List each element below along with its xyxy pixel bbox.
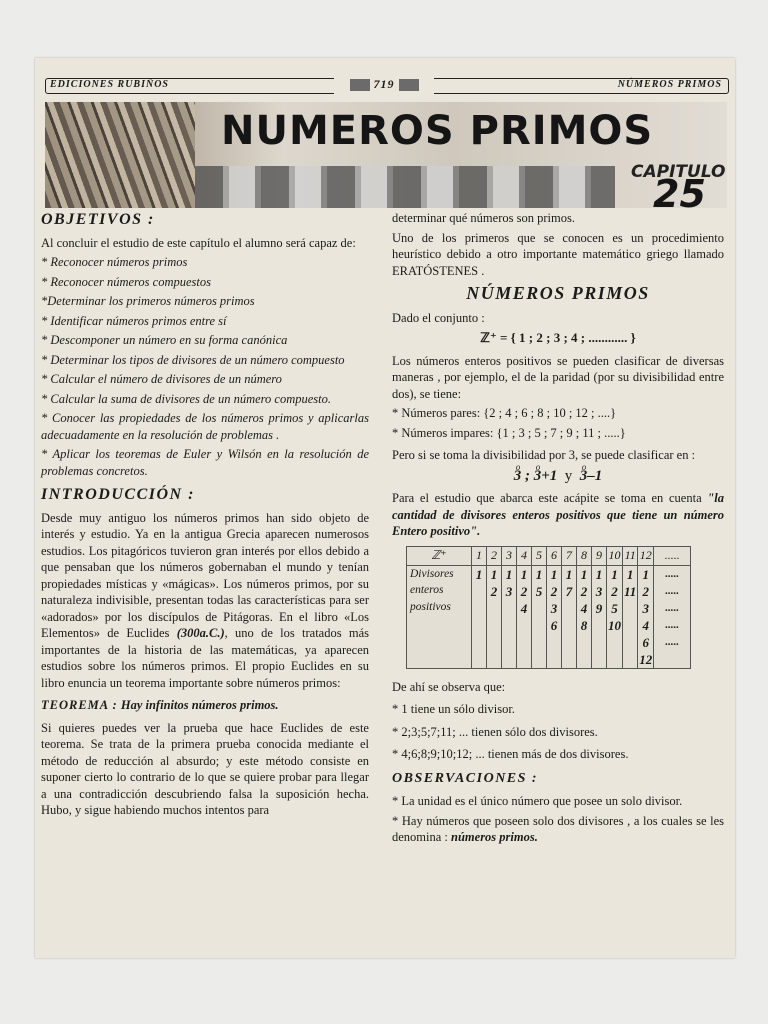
table-divisor-cell: [517, 565, 532, 668]
numeros-pares: * Números pares: {2 ; 4 ; 6 ; 8 ; 10 ; 12 ; ....}: [392, 406, 617, 420]
objetivo-item: * Conocer las propiedades de los números primos y aplicarlas adecuadamente en la resolución de problemas .: [41, 411, 369, 442]
paridad-paragraph: Los números enteros positivos se pueden clasificar de diversas maneras , por ejemplo, el de la paridad (por su divisibilidad entre dos), se tiene:: [392, 353, 724, 401]
table-divisor-cell: [502, 565, 517, 668]
objetivo-item: * Reconocer números primos: [41, 255, 188, 269]
header-publisher: EDICIONES RUBIÑOS: [50, 79, 169, 90]
divisor-value: 8: [580, 617, 588, 633]
table-column-header: 4: [517, 546, 532, 565]
divisor-value: 4: [642, 617, 650, 633]
header-topic: NÚMEROS PRIMOS: [617, 79, 722, 90]
observacion-unidad: * La unidad es el único número que posee un solo divisor.: [392, 794, 683, 808]
introduccion-paragraph: [41, 510, 369, 692]
divisor-value: 3: [595, 583, 603, 599]
divisor-value: .....: [665, 618, 680, 631]
table-divisor-cell: [654, 565, 691, 668]
divisor-value: 2: [520, 583, 528, 599]
header-ornament-right-icon: [399, 79, 419, 91]
divisor-value: 1: [580, 566, 588, 582]
table-divisor-cell: [472, 565, 487, 668]
introduccion-heading: INTRODUCCIÓN :: [41, 486, 195, 503]
objetivos-list: [41, 254, 369, 479]
objetivo-item: * Aplicar los teoremas de Euler y Wilsón en la resolución de problemas concretos.: [41, 447, 369, 478]
objetivo-item: *Determinar los primeros números primos: [41, 294, 255, 308]
divisor-value: .....: [665, 635, 680, 648]
left-column: [41, 210, 369, 822]
divisor-value: 11: [624, 583, 637, 599]
divisor-value: 1: [520, 566, 528, 582]
table-column-header: 10: [607, 546, 623, 565]
table-column-header: .....: [654, 546, 691, 565]
teorema-text: Hay infinitos números primos.: [120, 698, 279, 712]
numeros-primos-heading: NÚMEROS PRIMOS: [466, 283, 650, 303]
running-header: [45, 78, 729, 94]
divisor-value: 4: [520, 600, 528, 616]
objetivo-item: * Calcular el número de divisores de un número: [41, 372, 282, 386]
estudio-paragraph: [392, 490, 724, 540]
divisor-value: .....: [665, 601, 680, 614]
mult-y: y: [564, 467, 573, 484]
right-column: [392, 210, 724, 849]
table-divisor-cell: [607, 565, 623, 668]
divisor-value: 2: [580, 583, 588, 599]
table-column-header: 12: [638, 546, 654, 565]
mult-3-plus-1: o 3+1: [534, 468, 558, 485]
header-page-number: 719: [373, 77, 395, 91]
divisor-value: 1: [565, 566, 573, 582]
table-column-header: 9: [592, 546, 607, 565]
divisor-value: 2: [550, 583, 558, 599]
eratostenes-paragraph: Uno de los primeros que se conocen es un procedimiento heurístico debido a otro importante matemático griego llamado ERATÓSTENES .: [392, 230, 724, 278]
divisor-value: 1: [611, 566, 618, 582]
euclides-proof-paragraph: Si quieres puedes ver la prueba que hace Euclides de este teorema. Se trata de la primera prueba conocida mediante el método de reducción al absurdo; y este método consiste en suponer cierto lo contrario de lo que se quiere probar para llegar a una contradicción descubriendo falsa la suposición hecha. Hubo, y sigue habiendo muchos intentos para: [41, 720, 369, 817]
objetivos-heading: OBJETIVOS :: [41, 211, 155, 228]
table-divisor-cell: [638, 565, 654, 668]
table-divisor-cell: [547, 565, 562, 668]
observacion-primos-text: * Hay números que poseen solo dos divisores , a los cuales se les denomina :: [392, 813, 724, 844]
mult-3-minus-1: o 3–1: [580, 468, 603, 485]
divisor-value: 1: [490, 566, 498, 582]
divisors-table-row: [407, 565, 691, 668]
divisor-value: 1: [595, 566, 603, 582]
divisor-value: .....: [665, 584, 680, 597]
divisor-value: 7: [565, 583, 573, 599]
introduccion-text-end: , uno de los tratados más importantes de la historia de las matemáticas, ya aparecen estudios sobre los números primos. El propio Euclides en su libro enuncia un teorema importante sobre números primos:: [41, 626, 369, 690]
table-column-header: 8: [577, 546, 592, 565]
table-divisor-cell: [487, 565, 502, 668]
divisor-value: 1: [626, 566, 634, 582]
divisor-value: 1: [505, 566, 513, 582]
table-divisor-cell: [623, 565, 638, 668]
set-z-plus: ℤ⁺ = { 1 ; 2 ; 3 ; 4 ; ............ }: [480, 330, 636, 345]
table-divisor-cell: [592, 565, 607, 668]
divisor-value: .....: [665, 567, 680, 580]
estudio-emphasis: "la cantidad de divisores enteros positivos que tiene un número Entero positivo".: [392, 491, 725, 538]
divisibilidad-3-paragraph: Pero si se toma la divisibilidad por 3, se puede clasificar en :: [392, 448, 696, 462]
continuation-text: determinar qué números son primos.: [392, 211, 575, 225]
numeros-impares: * Números impares: {1 ; 3 ; 5 ; 7 ; 9 ; 11 ; .....}: [392, 425, 626, 440]
table-column-header: 2: [487, 546, 502, 565]
table-divisor-cell: [532, 565, 547, 668]
divisor-value: 4: [580, 600, 588, 616]
divisor-value: 5: [535, 583, 543, 599]
divisor-value: 1: [642, 566, 650, 582]
chapter-label: CAPITULO: [631, 162, 726, 182]
chapter-title: NUMEROS PRIMOS: [221, 108, 654, 154]
divisor-value: 3: [642, 600, 650, 616]
objetivo-item: * Calcular la suma de divisores de un número compuesto.: [41, 391, 332, 406]
divisor-value: 9: [595, 600, 603, 616]
table-divisor-cell: [562, 565, 577, 668]
observation-3: * 4;6;8;9;10;12; ... tienen más de dos divisores.: [392, 747, 629, 761]
book-page: [35, 58, 735, 958]
observation-1: * 1 tiene un sólo divisor.: [392, 702, 515, 716]
divisors-row-label: Divisores enteros positivos: [407, 565, 472, 668]
objetivo-item: * Determinar los tipos de divisores de un número compuesto: [41, 352, 345, 367]
estudio-text: Para el estudio que abarca este acápite se toma en cuenta: [392, 491, 702, 505]
header-ornament-left-icon: [350, 79, 370, 91]
divisor-value: 10: [608, 617, 621, 633]
objetivos-intro: Al concluir el estudio de este capítulo el alumno será capaz de:: [41, 235, 356, 250]
teorema-line: [41, 697, 369, 714]
table-column-header: 3: [502, 546, 517, 565]
divisor-value: 5: [611, 600, 618, 616]
divisor-value: 3: [505, 583, 513, 599]
header-page-number-box: [334, 77, 434, 95]
table-column-header: 5: [532, 546, 547, 565]
euclides-date: (300a.C.): [176, 626, 225, 640]
divisor-value: 2: [490, 583, 498, 599]
divisor-value: 1: [475, 566, 483, 582]
objetivo-item: * Reconocer números compuestos: [41, 274, 211, 289]
teorema-label: TEOREMA :: [41, 698, 118, 712]
divisor-value: 3: [550, 600, 558, 616]
divisor-value: 12: [639, 651, 653, 667]
table-divisor-cell: [577, 565, 592, 668]
tiger-illustration-icon: [45, 102, 195, 208]
dado-conjunto: Dado el conjunto :: [392, 310, 485, 325]
table-column-header: 6: [547, 546, 562, 565]
divisors-table-header: [407, 546, 691, 565]
introduccion-text: Desde muy antiguo los números primos han sido objeto de interés y estudio. Ya en la antigua Grecia aparecen numerosos estudios. Los pitagóricos tuvieron gran interés por ellos debido a que pensaban que los números gobernaban el mundo y tenían propiedades místicas y «mágicas». Los números primos, por su naturaleza indivisible, presentan todas las características para ser «adorados» por los discípulos de Pitágoras. En el libro «Los Elementos» de Euclides: [41, 510, 369, 640]
multiplos-de-3: o 3 ; o 3+1 y o 3–1: [392, 468, 724, 485]
divisor-value: 1: [535, 566, 543, 582]
observaciones-heading: OBSERVACIONES :: [392, 770, 539, 786]
divisor-value: 6: [642, 634, 650, 650]
observation-2: * 2;3;5;7;11; ... tienen sólo dos divisores.: [392, 724, 598, 739]
objetivo-item: * Descomponer un número en su forma canónica: [41, 333, 288, 347]
mult-3: o 3: [514, 468, 522, 485]
observacion-primos-emphasis: números primos.: [451, 830, 538, 844]
chapter-number: 25: [653, 172, 706, 208]
divisor-value: 6: [550, 617, 558, 633]
divisor-value: 1: [550, 566, 558, 582]
table-z-plus-symbol: ℤ⁺: [407, 546, 472, 565]
table-column-header: 1: [472, 546, 487, 565]
observa-line: De ahí se observa que:: [392, 679, 506, 694]
divisors-table: [406, 546, 691, 669]
table-column-header: 11: [623, 546, 638, 565]
chapter-banner: [45, 102, 727, 208]
collage-strip-image: [195, 166, 615, 208]
table-column-header: 7: [562, 546, 577, 565]
divisor-value: 2: [642, 583, 650, 599]
divisor-value: 2: [611, 583, 618, 599]
observacion-primos: [392, 813, 724, 846]
objetivo-item: * Identificar números primos entre sí: [41, 313, 227, 328]
